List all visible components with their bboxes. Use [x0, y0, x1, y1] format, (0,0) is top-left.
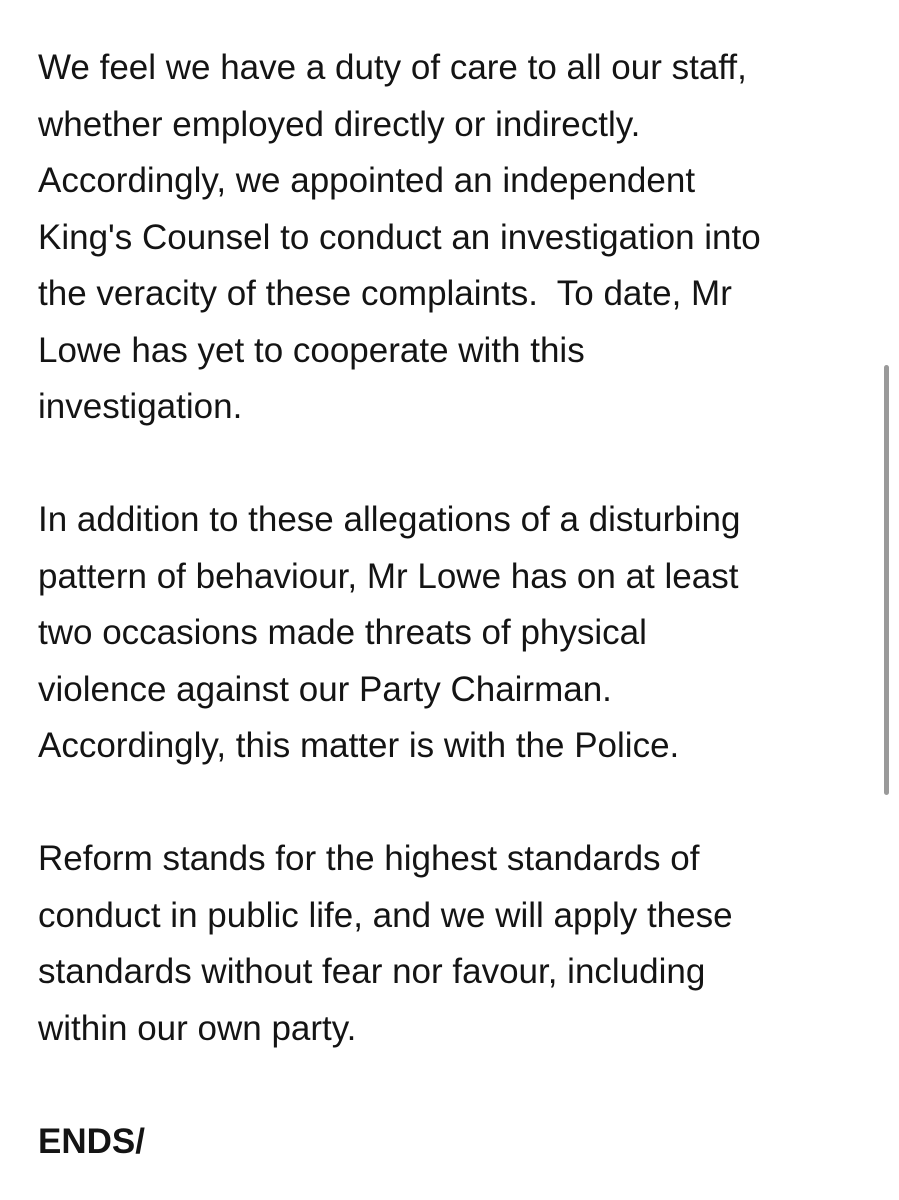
text-line: Lowe has yet to cooperate with this: [38, 330, 585, 370]
text-line: In addition to these allegations of a disturbing: [38, 500, 741, 539]
ends-marker: ENDS/: [38, 1121, 145, 1161]
text-line: standards without fear nor favour, including: [38, 952, 706, 991]
text-line: whether employed directly or indirectly.: [38, 104, 641, 144]
text-line: violence against our Party Chairman.: [38, 669, 612, 709]
text-line: We feel we have a duty of care to all our staff,: [38, 48, 747, 87]
text-line: Reform stands for the highest standards of: [38, 839, 700, 878]
text-line: investigation.: [38, 387, 243, 426]
text-line: the veracity of these complaints. To date, Mr: [38, 274, 732, 313]
text-line: two occasions made threats of physical: [38, 613, 647, 652]
paragraph-threats: [38, 492, 858, 775]
text-line: Accordingly, we appointed an independent: [38, 161, 696, 200]
text-line: Accordingly, this matter is with the Police.: [38, 726, 680, 765]
document-body: [38, 40, 858, 1170]
text-line: conduct in public life, and we will apply these: [38, 895, 733, 935]
paragraph-standards: [38, 831, 858, 1057]
text-line: King's Counsel to conduct an investigation into: [38, 217, 761, 257]
text-line: pattern of behaviour, Mr Lowe has on at least: [38, 556, 739, 596]
vertical-scrollbar[interactable]: [884, 365, 889, 795]
text-line: within our own party.: [38, 1008, 357, 1048]
paragraph-duty-of-care: [38, 40, 858, 436]
